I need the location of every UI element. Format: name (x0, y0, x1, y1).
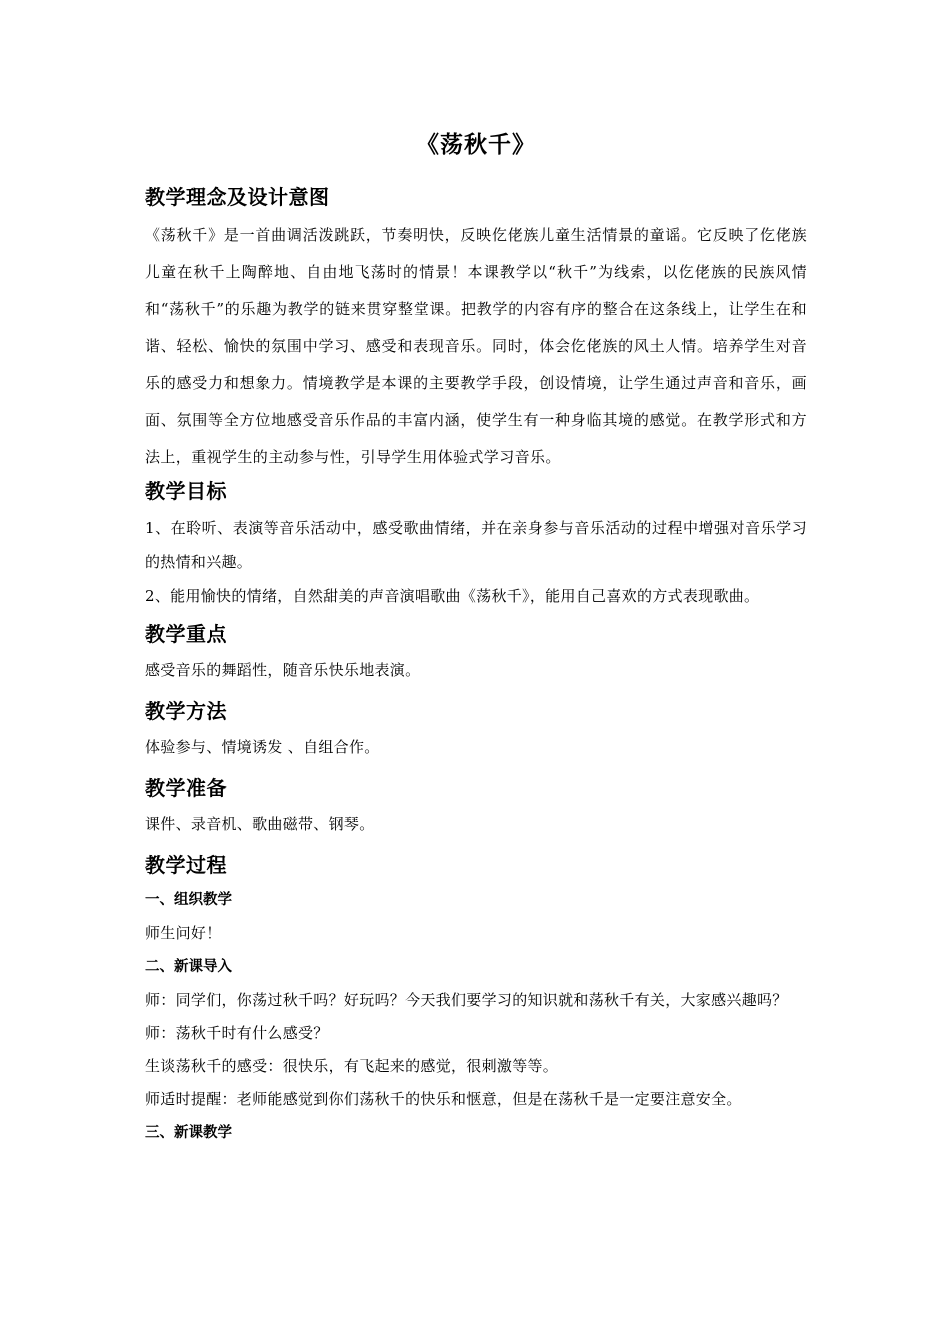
document-page (145, 128, 807, 1150)
section-heading-concept: 教学理念及设计意图 (145, 185, 330, 209)
process-step-organize-heading: 一、组织教学 (145, 892, 232, 908)
section-heading-process: 教学过程 (145, 853, 227, 877)
process-step-new-lesson-heading: 三、新课教学 (145, 1125, 232, 1141)
section-heading-goals: 教学目标 (145, 479, 227, 503)
preparation-text: 课件、录音机、歌曲磁带、钢琴。 (145, 815, 375, 833)
document-title: 《荡秋千》 (416, 132, 536, 158)
dialogue-line: 生谈荡秋千的感受：很快乐，有飞起来的感觉，很刺激等等。 (145, 1057, 559, 1075)
dialogue-line: 师：同学们，你荡过秋千吗？好玩吗？今天我们要学习的知识就和荡秋千有关，大家感兴趣吗？ (145, 991, 788, 1009)
section-heading-preparation: 教学准备 (145, 776, 227, 800)
key-points-text: 感受音乐的舞蹈性，随音乐快乐地表演。 (145, 661, 421, 679)
process-step-organize-text: 师生问好！ (145, 924, 222, 942)
section-heading-key-points: 教学重点 (145, 622, 227, 646)
methods-text: 体验参与、情境诱发 、自组合作。 (145, 738, 380, 756)
dialogue-line: 师：荡秋千时有什么感受？ (145, 1024, 329, 1042)
goal-item: 2、能用愉快的情绪，自然甜美的声音演唱歌曲《荡秋千》，能用自己喜欢的方式表现歌曲。 (145, 587, 760, 605)
goal-item: 1、在聆听、表演等音乐活动中，感受歌曲情绪，并在亲身参与音乐活动的过程中增强对音乐学习的热情和兴趣。 (145, 519, 807, 571)
process-step-intro-heading: 二、新课导入 (145, 959, 232, 975)
concept-paragraph: 《荡秋千》是一首曲调活泼跳跃，节奏明快，反映仡佬族儿童生活情景的童谣。它反映了仡佬族儿童在秋千上陶醉地、自由地飞荡时的情景！本课教学以“秋千”为线索，以仡佬族的民族风情和“荡秋千”的乐趣为教学的链来贯穿整堂课。把教学的内容有序的整合在这条线上，让学生在和谐、轻松、愉快的氛围中学习、感受和表现音乐。同时，体会仡佬族的风土人情。培养学生对音乐的感受力和想象力。情境教学是本课的主要教学手段，创设情境，让学生通过声音和音乐，画面、氛围等全方位地感受音乐作品的丰富内涵，使学生有一种身临其境的感觉。在教学形式和方法上，重视学生的主动参与性，引导学生用体验式学习音乐。 (145, 226, 807, 466)
dialogue-line: 师适时提醒：老师能感觉到你们荡秋千的快乐和惬意，但是在荡秋千是一定要注意安全。 (145, 1090, 742, 1108)
section-heading-methods: 教学方法 (145, 699, 227, 723)
